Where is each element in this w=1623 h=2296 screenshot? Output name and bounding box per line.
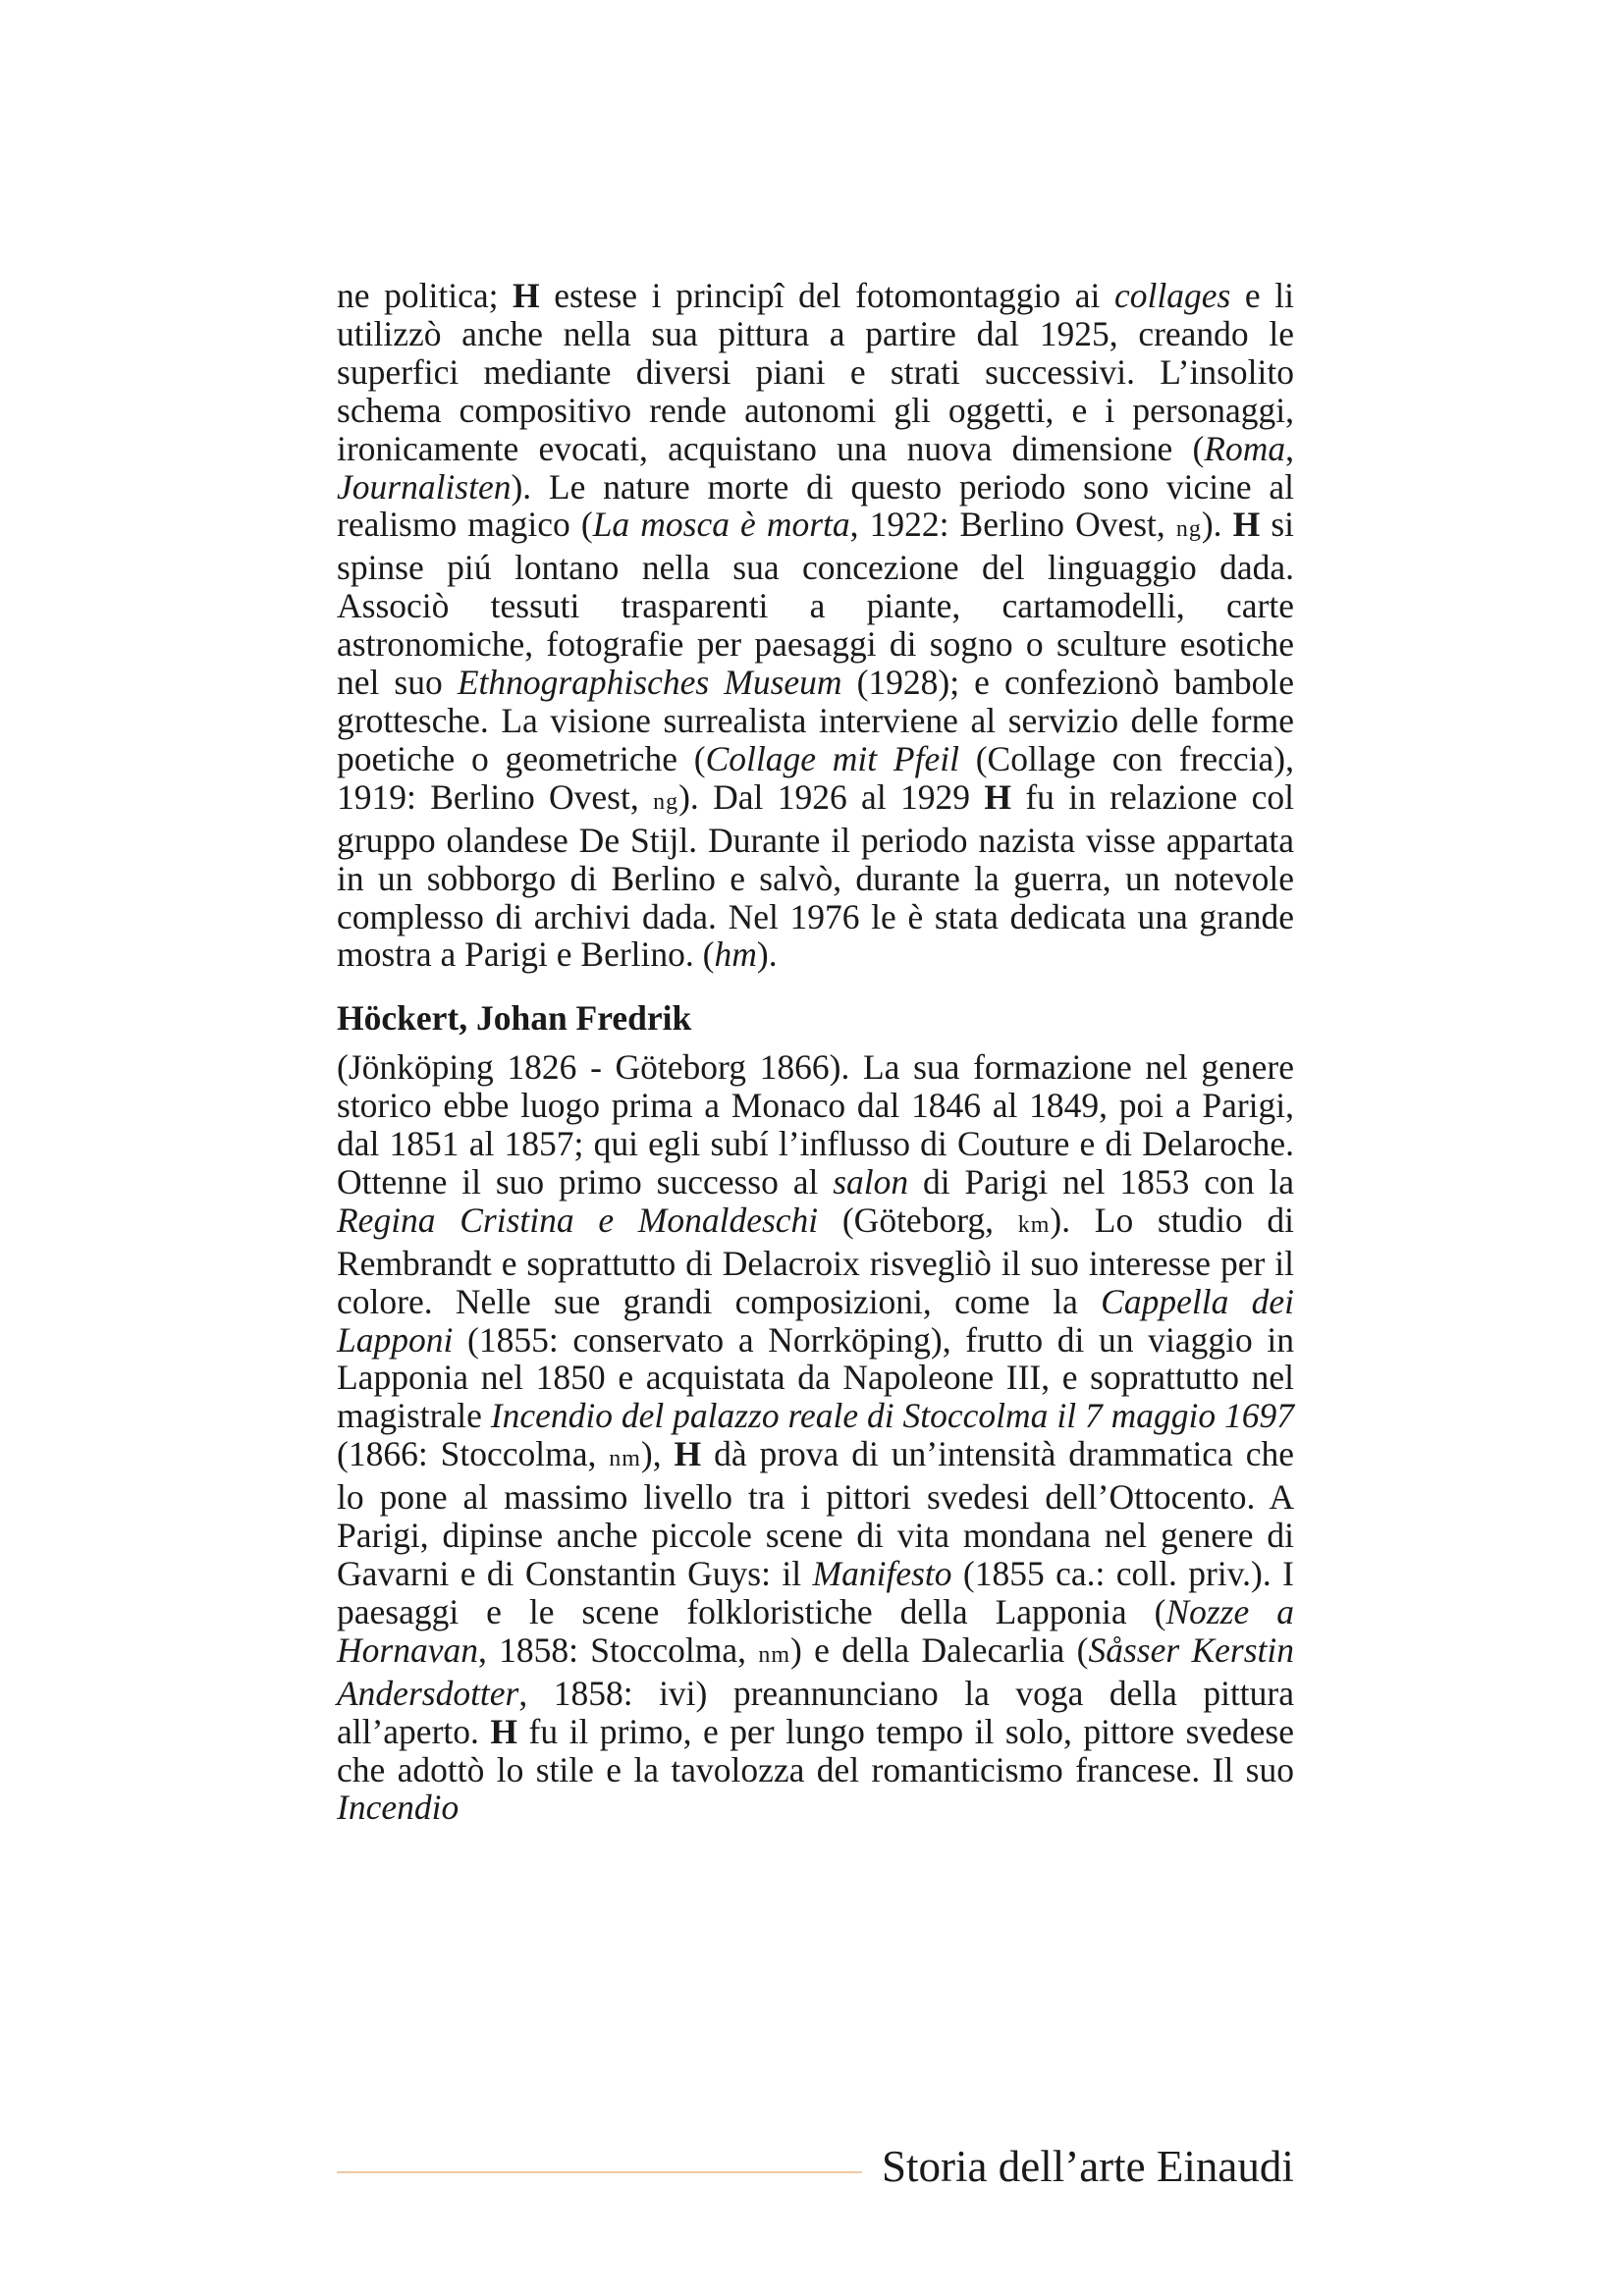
footer-title: Storia dell’arte Einaudi [882,2142,1294,2191]
italic-text: hm [714,934,757,975]
italic-text: collages [1113,276,1231,315]
italic-text: Nozze a Hornavan [337,1591,1294,1670]
collection-abbrev: km [1017,1211,1051,1238]
italic-text: Såsser Kerstin Andersdotter [337,1629,1294,1713]
italic-text: Regina Cristina e Monaldeschi [337,1200,819,1240]
entry-text: (Jönköping 1826 - Göteborg 1866). La sua formazione nel genere storico ebbe luogo prima a Monaco dal 1846 al 1849, poi a Parigi, dal 1851 al 1857; qui egli subí l’influsso di Couture e di Delaroche. Ottenne il suo primo successo al salon di Parigi nel 1853 con la Regina Cristina e Monaldeschi (Göteborg, km). Lo studio di Rembrandt e soprattutto di Delacroix risvegliò il suo interesse per il colore. Nelle sue grandi composizioni, come la Cappella dei Lapponi (1855: conservato a Norrköping), frutto di un viaggio in Lapponia nel 1850 e acquistata da Napoleone III, e soprattutto nel magistrale Incendio del palazzo reale di Stoccolma il 7 maggio 1697 (1866: Stoccolma, nm), H dà prova di un’intensità drammatica che lo pone al massimo livello tra i pittori svedesi dell’Ottocento. A Parigi, dipinse anche piccole scene di vita mondana nel genere di Gavarni e di Constantin Guys: il Manifesto (1855 ca.: coll. priv.). I paesaggi e le scene folkloristiche della Lapponia (Nozze a Hornavan, 1858: Stoccolma, nm) e della Dalecarlia (Såsser Kerstin Andersdotter, 1858: ivi) preannunciano la voga della pittura all’aperto. H fu il primo, e per lungo tempo il solo, pittore svedese che adottò lo stile e la tavolozza del romanticismo francese. Il suo Incendio [337,1047,1295,1828]
collection-abbrev: nm [609,1446,641,1472]
italic-text: Cappella dei Lapponi [337,1281,1294,1360]
italic-text: Manifesto [812,1554,952,1593]
entry-heading: Höckert, Johan Fredrik [337,998,692,1039]
bold-initial: H [1232,505,1261,545]
italic-text: Ethnographisches Museum [457,663,842,703]
collection-abbrev: ng [653,788,679,815]
italic-text: Incendio [337,1788,460,1828]
bold-initial: H [513,276,540,315]
italic-text: La mosca è morta [592,505,850,545]
italic-text: salon [833,1161,909,1201]
footer-rule [337,2171,862,2173]
collection-abbrev: ng [1175,516,1202,543]
entry-text-continued: ne politica; H estese i principî del fotomontaggio ai collages e li utilizzò anche nella sua pittura a partire dal 1925, creando le superfici mediante diversi piani e strati successivi. L’insolito schema compositivo rende autonomi gli oggetti, e i personaggi, ironicamente evocati, acquistano una nuova dimensione (Roma, Journalisten). Le nature morte di questo periodo sono vicine al realismo magico (La mosca è morta, 1922: Berlino Ovest, ng). H si spinse piú lontano nella sua concezione del linguaggio dada. Associò tessuti trasparenti a piante, cartamodelli, carte astronomiche, fotografie per paesaggi di sogno o sculture esotiche nel suo Ethnographisches Museum (1928); e confezionò bambole grottesche. La visione surrealista interviene al servizio delle forme poetiche o geometriche (Collage mit Pfeil (Collage con freccia), 1919: Berlino Ovest, ng). Dal 1926 al 1929 H fu in relazione col gruppo olandese De Stijl. Durante il periodo nazista visse appartata in un sobborgo di Berlino e salvò, durante la guerra, un notevole complesso di archivi dada. Nel 1976 le è stata dedicata una grande mostra a Parigi e Berlino. (hm). [337,276,1294,975]
collection-abbrev: nm [758,1641,791,1668]
bold-initial: H [984,776,1011,817]
bold-initial: H [490,1711,518,1751]
italic-text: Journalisten [337,466,512,507]
italic-text: Roma [1204,428,1286,468]
italic-text: Incendio del palazzo reale di Stoccolma il 7 maggio 1697 [490,1396,1295,1436]
italic-text: Collage mit Pfeil [705,738,959,778]
bold-initial: H [674,1434,702,1474]
text-column [337,277,1294,1827]
